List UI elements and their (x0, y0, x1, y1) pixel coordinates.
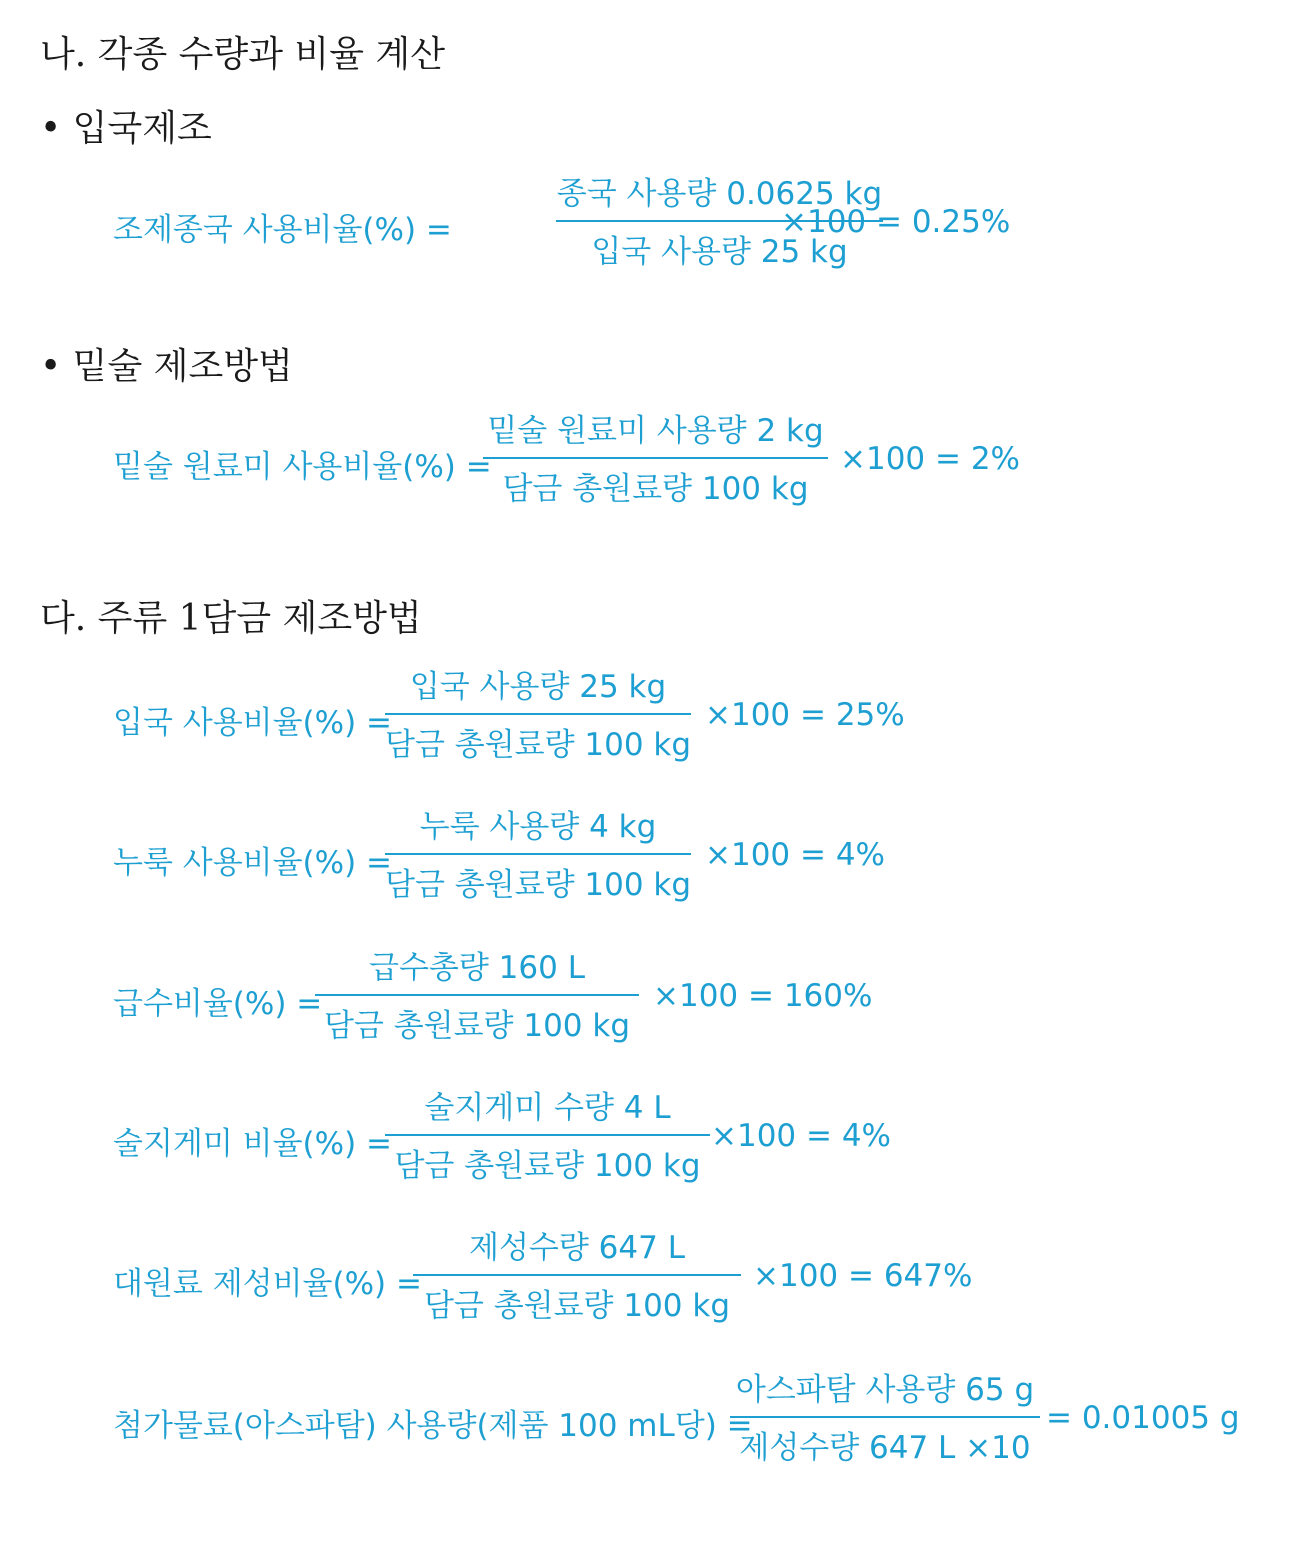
bullet-ipguk-jejo: • 입국제조 (40, 108, 212, 149)
fraction (730, 1364, 1040, 1468)
fraction-bar (730, 1416, 1040, 1418)
formula-lhs: 입국 사용비율(%) = (113, 705, 393, 741)
denominator: 담금 총원료량 100 kg (394, 1148, 701, 1184)
fraction (385, 801, 691, 905)
formula-lhs: 밑술 원료미 사용비율(%) = (113, 449, 492, 485)
bullet-mitsul-jejo: • 밑술 제조방법 (40, 346, 293, 387)
formula-rhs: ×100 = 647% (753, 1258, 973, 1294)
denominator: 담금 총원료량 100 kg (385, 867, 692, 903)
denominator: 입국 사용량 25 kg (591, 234, 848, 270)
section-da-title: 다. 주류 1담금 제조방법 (40, 598, 422, 639)
numerator: 누룩 사용량 4 kg (419, 809, 657, 845)
numerator: 입국 사용량 25 kg (409, 669, 667, 705)
formula-rhs: = 0.01005 g (1046, 1400, 1240, 1436)
denominator: 담금 총원료량 100 kg (323, 1008, 631, 1044)
numerator: 아스파탐 사용량 65 g (735, 1372, 1035, 1408)
fraction-bar (385, 853, 691, 855)
denominator: 제성수량 647 L ×10 (739, 1430, 1031, 1466)
formula-lhs: 급수비율(%) = (113, 986, 323, 1022)
numerator: 밑술 원료미 사용량 2 kg (487, 413, 824, 449)
denominator: 담금 총원료량 100 kg (385, 727, 692, 763)
formula-lhs: 누룩 사용비율(%) = (113, 845, 393, 881)
fraction-bar (385, 1134, 710, 1136)
formula-lhs: 술지게미 비율(%) = (113, 1126, 393, 1162)
numerator: 급수총량 160 L (369, 950, 585, 986)
fraction-bar (413, 1274, 741, 1276)
formula-rhs: ×100 = 0.25% (781, 204, 1011, 240)
denominator: 담금 총원료량 100 kg (423, 1288, 731, 1324)
formula-rhs: ×100 = 25% (705, 697, 905, 733)
formula-lhs: 첨가물료(아스파탐) 사용량(제품 100 mL당) = (113, 1408, 753, 1444)
numerator: 종국 사용량 0.0625 kg (556, 176, 883, 212)
formula-rhs: ×100 = 160% (653, 978, 873, 1014)
fraction (385, 1082, 710, 1186)
formula-rhs: ×100 = 4% (705, 837, 886, 873)
numerator: 제성수량 647 L (469, 1230, 685, 1266)
fraction (413, 1222, 741, 1326)
fraction (315, 942, 639, 1046)
formula-rhs: ×100 = 2% (840, 441, 1021, 477)
section-na-title: 나. 각종 수량과 비율 계산 (40, 34, 445, 75)
fraction (483, 405, 828, 509)
fraction-bar (315, 994, 639, 996)
fraction (385, 661, 691, 765)
numerator: 술지게미 수량 4 L (424, 1090, 671, 1126)
fraction-bar (385, 713, 691, 715)
fraction-bar (483, 457, 828, 459)
formula-rhs: ×100 = 4% (711, 1118, 892, 1154)
formula-lhs: 조제종국 사용비율(%) = (113, 212, 452, 248)
denominator: 담금 총원료량 100 kg (502, 471, 809, 507)
formula-lhs: 대원료 제성비율(%) = (113, 1266, 422, 1302)
